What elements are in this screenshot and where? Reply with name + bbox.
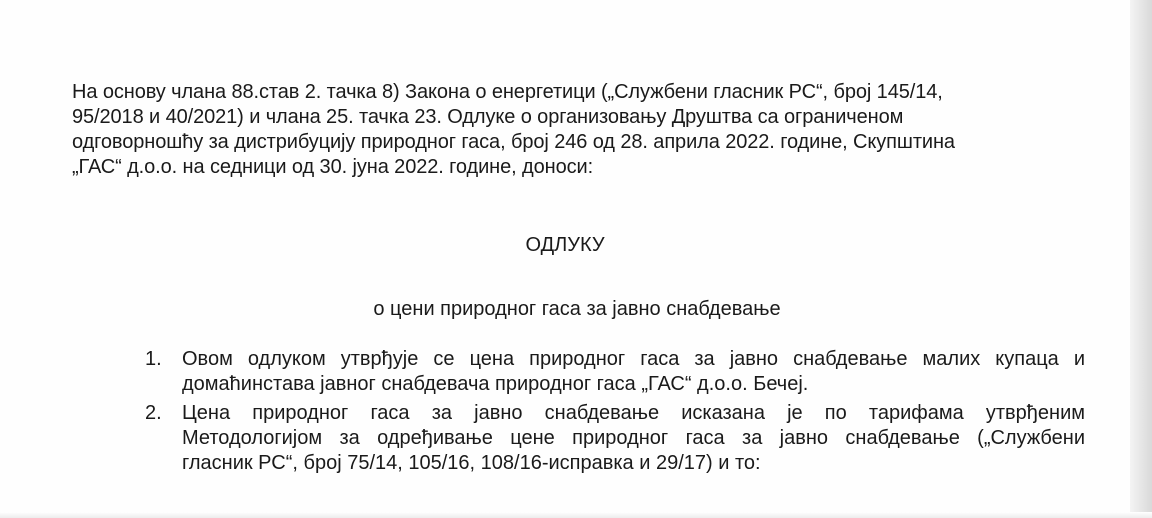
intro-line: одговорношћу за дистрибуцију природног гаса, број 246 од 28. априла 2022. године, Скупштина (72, 131, 955, 153)
list-item (145, 347, 1085, 397)
numbered-list (145, 347, 1085, 480)
intro-paragraph (72, 80, 1032, 180)
item-line: Овом одлуком утврђује се цена природног гаса за јавно снабдевање малих купаца и (182, 348, 1085, 370)
page-bottom-edge (0, 512, 1152, 518)
intro-line: „ГАС“ д.о.о. на седници од 30. јуна 2022. године, доноси: (72, 156, 594, 178)
page-edge-shadow (1130, 0, 1152, 518)
item-line: Цена природног гаса за јавно снабдевање исказана је по тарифама утврђеним (182, 402, 1085, 424)
intro-line: 95/2018 и 40/2021) и члана 25. тачка 23. Одлуке о организовању Друштва са ограниченом (72, 106, 904, 128)
intro-line: На основу члана 88.став 2. тачка 8) Закона о енергетици („Службени гласник РС“, број 145/14, (72, 81, 943, 103)
item-number: 2. (145, 402, 162, 424)
decision-title: ОДЛУКУ (525, 234, 605, 256)
list-item (145, 401, 1085, 476)
item-line: домаћинстава јавног снабдевача природног гаса „ГАС“ д.о.о. Бечеј. (182, 373, 809, 395)
item-number: 1. (145, 348, 162, 370)
item-line: гласник РС“, број 75/14, 105/16, 108/16-исправка и 29/17) и то: (182, 452, 761, 474)
decision-subtitle: о цени природног гаса за јавно снабдевање (373, 298, 781, 320)
item-line: Методологијом за одређивање цене природног гаса за јавно снабдевање („Службени (182, 427, 1085, 449)
